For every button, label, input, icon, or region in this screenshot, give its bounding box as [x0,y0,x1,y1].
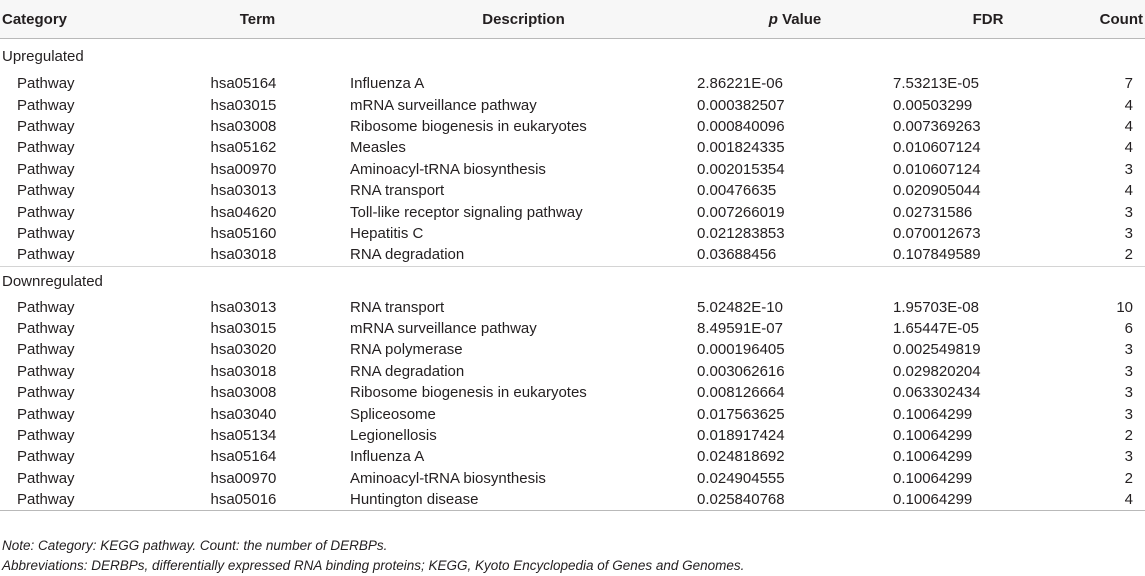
header-term: Term [165,0,350,39]
term-text: hsa03008 [210,384,277,402]
table-row [0,425,1145,446]
term-text: hsa03018 [210,246,277,264]
cell-description: Huntington disease [350,489,697,511]
table-row [0,137,1145,158]
cell-description: Influenza A [350,448,425,466]
cell-term [165,73,350,94]
cell-p-value: 0.000840096 [697,117,785,135]
cell-p-value: 2.86221E-06 [697,75,783,93]
cell-p-value: 0.000382507 [697,96,785,114]
cell-description: Spliceosome [350,405,436,423]
cell-category: Pathway [17,427,75,445]
cell-fdr: 0.10064299 [893,469,973,487]
cell-count: 2 [1124,427,1133,445]
cell-category: Pathway [17,96,75,114]
cell-description: Ribosome biogenesis in eukaryotes [350,384,587,402]
cell-term [165,382,350,403]
table-notes [2,536,744,576]
table-row [0,223,1145,244]
term-text: hsa03018 [210,362,277,380]
term-text: hsa05134 [210,427,277,445]
cell-p-value: 0.003062616 [697,362,785,380]
cell-p-value: 0.001824335 [697,139,785,157]
cell-fdr: 0.10064299 [893,405,973,423]
term-text: hsa03020 [210,341,277,359]
term-text: hsa03013 [210,182,277,200]
cell-term [165,361,350,382]
cell-term [165,116,350,137]
cell-p-value: 0.024904555 [697,469,785,487]
cell-description: RNA degradation [350,244,697,266]
cell-category: Pathway [17,139,75,157]
cell-count: 3 [1124,448,1133,466]
table-row [0,180,1145,201]
cell-p-value: 0.03688456 [697,244,893,266]
term-text: hsa03013 [210,298,277,316]
cell-category: Pathway [17,362,75,380]
cell-description: Toll-like receptor signaling pathway [350,203,583,221]
cell-description: Influenza A [350,75,425,93]
term-text: hsa05016 [210,491,277,509]
cell-description: RNA transport [350,182,445,200]
cell-fdr: 0.029820204 [893,362,981,380]
section-row [0,266,1145,297]
header-row [0,0,1145,39]
cell-count: 4 [1124,139,1133,157]
cell-fdr: 0.10064299 [893,427,973,445]
table-row [0,201,1145,222]
cell-fdr: 0.010607124 [893,160,981,178]
table-row [0,489,1145,511]
cell-p-value: 0.021283853 [697,224,785,242]
cell-term [165,180,350,201]
cell-term [165,159,350,180]
cell-category: Pathway [0,489,165,511]
cell-category: Pathway [17,203,75,221]
header-p-rest: Value [777,10,822,28]
cell-p-value: 0.00476635 [697,182,777,200]
cell-count: 3 [1124,203,1133,221]
cell-fdr: 0.007369263 [893,117,981,135]
term-text: hsa00970 [210,469,277,487]
cell-description: RNA polymerase [350,341,463,359]
cell-count: 4 [1124,96,1133,114]
note-line: Note: Category: KEGG pathway. Count: the number of DERBPs. [2,538,388,553]
cell-description: Measles [350,139,406,157]
table-row [0,446,1145,467]
table-row [0,116,1145,137]
term-text: hsa05162 [210,139,277,157]
cell-category: Pathway [17,384,75,402]
cell-count: 3 [1124,341,1133,359]
cell-term [165,339,350,360]
cell-category: Pathway [17,320,75,338]
table-row [0,468,1145,489]
cell-count: 4 [1124,182,1133,200]
cell-category: Pathway [17,117,75,135]
table-row [0,382,1145,403]
cell-description: RNA transport [350,298,445,316]
cell-fdr: 0.00503299 [893,96,973,114]
cell-description: mRNA surveillance pathway [350,96,537,114]
cell-p-value: 0.025840768 [697,489,893,511]
cell-term [165,201,350,222]
cell-term [165,446,350,467]
cell-count: 2 [1083,244,1145,266]
cell-count: 4 [1124,117,1133,135]
term-text: hsa05164 [210,448,277,466]
cell-p-value: 0.008126664 [697,384,785,402]
cell-description: Hepatitis C [350,224,424,242]
cell-category: Pathway [17,405,75,423]
cell-category: Pathway [17,448,75,466]
cell-p-value: 0.017563625 [697,405,785,423]
cell-fdr: 0.002549819 [893,341,981,359]
term-text: hsa03008 [210,117,277,135]
cell-count: 7 [1124,75,1133,93]
cell-fdr: 7.53213E-05 [893,75,979,93]
table-row [0,403,1145,424]
header-fdr: FDR [893,0,1083,39]
term-text: hsa05164 [210,75,277,93]
cell-count: 3 [1124,160,1133,178]
cell-term [165,318,350,339]
cell-fdr: 0.070012673 [893,224,981,242]
cell-description: mRNA surveillance pathway [350,320,537,338]
table-row [0,159,1145,180]
cell-category: Pathway [17,298,75,316]
cell-fdr: 1.95703E-08 [893,298,979,316]
cell-fdr: 0.020905044 [893,182,981,200]
header-p-value [697,0,893,39]
table-row [0,73,1145,94]
cell-fdr: 0.02731586 [893,203,973,221]
table-row [0,361,1145,382]
table-row [0,244,1145,266]
section-row [0,39,1145,74]
term-text: hsa03015 [210,96,277,114]
cell-term [165,244,350,266]
section-label: Upregulated [2,47,84,65]
term-text: hsa04620 [210,203,277,221]
cell-category: Pathway [17,224,75,242]
term-text: hsa05160 [210,224,277,242]
cell-fdr: 0.10064299 [893,489,1083,511]
section-label: Downregulated [0,266,1145,297]
term-text: hsa03015 [210,320,277,338]
cell-description: Aminoacyl-tRNA biosynthesis [350,469,546,487]
cell-fdr: 0.107849589 [893,244,1083,266]
term-text: hsa03040 [210,405,277,423]
cell-description: RNA degradation [350,362,465,380]
cell-description: Ribosome biogenesis in eukaryotes [350,117,587,135]
cell-term [165,297,350,318]
cell-p-value: 0.018917424 [697,427,785,445]
cell-category: Pathway [17,75,75,93]
cell-count: 3 [1124,384,1133,402]
cell-term [165,403,350,424]
cell-term [165,425,350,446]
cell-p-value: 0.000196405 [697,341,785,359]
table-row [0,297,1145,318]
cell-term [165,489,350,511]
cell-count: 10 [1116,298,1133,316]
cell-category: Pathway [17,182,75,200]
table-row [0,318,1145,339]
header-p-italic: p [768,10,778,28]
table-row [0,339,1145,360]
cell-description: Aminoacyl-tRNA biosynthesis [350,160,546,178]
cell-count: 2 [1124,469,1133,487]
cell-p-value: 0.024818692 [697,448,785,466]
cell-term [165,137,350,158]
cell-category: Pathway [17,160,75,178]
header-description: Description [350,0,697,39]
cell-p-value: 0.007266019 [697,203,785,221]
abbreviations-line: Abbreviations: DERBPs, differentially expressed RNA binding proteins; KEGG, Kyoto Encyclopedia of Genes and Genomes. [2,558,745,573]
cell-count: 3 [1124,362,1133,380]
cell-category: Pathway [17,469,75,487]
cell-fdr: 0.010607124 [893,139,981,157]
cell-fdr: 0.063302434 [893,384,981,402]
cell-description: Legionellosis [350,427,437,445]
cell-count: 3 [1124,405,1133,423]
table-row [0,94,1145,115]
header-category: Category [0,0,165,39]
cell-fdr: 0.10064299 [893,448,973,466]
cell-category: Pathway [17,341,75,359]
cell-count: 6 [1124,320,1133,338]
cell-p-value: 8.49591E-07 [697,320,783,338]
cell-category: Pathway [0,244,165,266]
cell-p-value: 0.002015354 [697,160,785,178]
term-text: hsa00970 [210,160,277,178]
cell-term [165,223,350,244]
table-body [0,39,1145,511]
cell-fdr: 1.65447E-05 [893,320,979,338]
cell-p-value: 5.02482E-10 [697,298,783,316]
cell-term [165,468,350,489]
cell-count: 3 [1124,224,1133,242]
header-count: Count [1083,0,1145,39]
cell-term [165,94,350,115]
cell-count: 4 [1083,489,1145,511]
